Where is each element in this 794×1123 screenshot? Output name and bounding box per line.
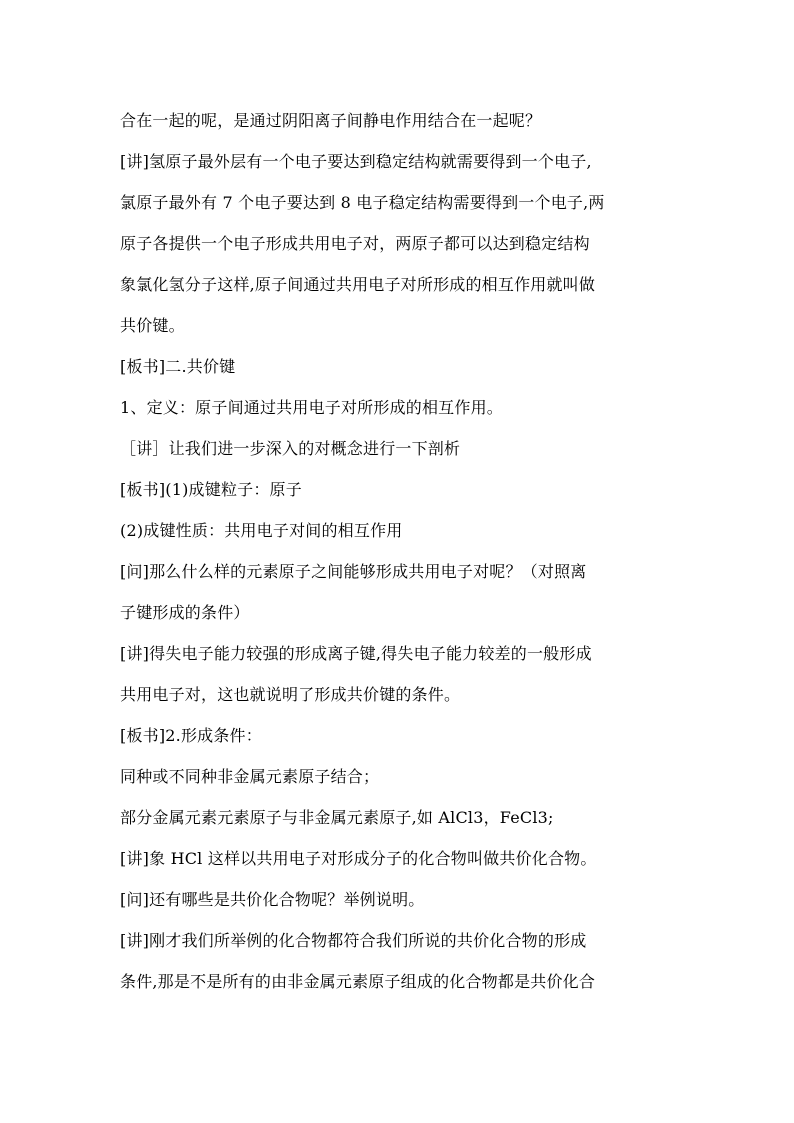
text-line: [问]那么什么样的元素原子之间能够形成共用电子对呢？（对照离 [120,562,587,581]
text-line: [讲]象 HCl 这样以共用电子对形成分子的化合物叫做共价化合物。 [120,849,597,868]
text-line: 部分金属元素元素原子与非金属元素原子,如 AlCl3，FeCl3; [120,808,554,827]
text-line: [问]还有哪些是共价化合物呢？举例说明。 [120,890,425,909]
text-line: [讲]氢原子最外层有一个电子要达到稳定结构就需要得到一个电子, [120,152,592,171]
text-line: 氯原子最外有 7 个电子要达到 8 电子稳定结构需要得到一个电子,两 [120,193,605,212]
text-line: 同种或不同种非金属元素原子结合； [120,767,380,786]
section-heading: [板书]2.形成条件： [120,726,262,745]
document-body [120,100,690,1002]
text-line: 1、定义：原子间通过共用电子对所形成的相互作用。 [120,398,503,417]
text-line: 象氯化氢分子这样,原子间通过共用电子对所形成的相互作用就叫做 [120,275,596,294]
text-line: [讲]得失电子能力较强的形成离子键,得失电子能力较差的一般形成 [120,644,592,663]
text-line: (2)成键性质：共用电子对间的相互作用 [120,521,403,540]
text-line: ［讲］让我们进一步深入的对概念进行一下剖析 [120,439,461,458]
text-line: 子键形成的条件） [120,603,250,622]
text-line: 共价键。 [120,316,185,335]
text-line: 合在一起的呢，是通过阴阳离子间静电作用结合在一起呢？ [120,111,542,130]
text-line: [讲]刚才我们所举例的化合物都符合我们所说的共价化合物的形成 [120,931,587,950]
text-line: 共用电子对，这也就说明了形成共价键的条件。 [120,685,461,704]
text-line: 原子各提供一个电子形成共用电子对，两原子都可以达到稳定结构 [120,234,590,253]
text-line: 条件,那是不是所有的由非金属元素原子组成的化合物都是共价化合 [120,972,596,991]
section-heading: [板书]二.共价键 [120,357,236,376]
text-line: [板书](1)成键粒子：原子 [120,480,302,499]
